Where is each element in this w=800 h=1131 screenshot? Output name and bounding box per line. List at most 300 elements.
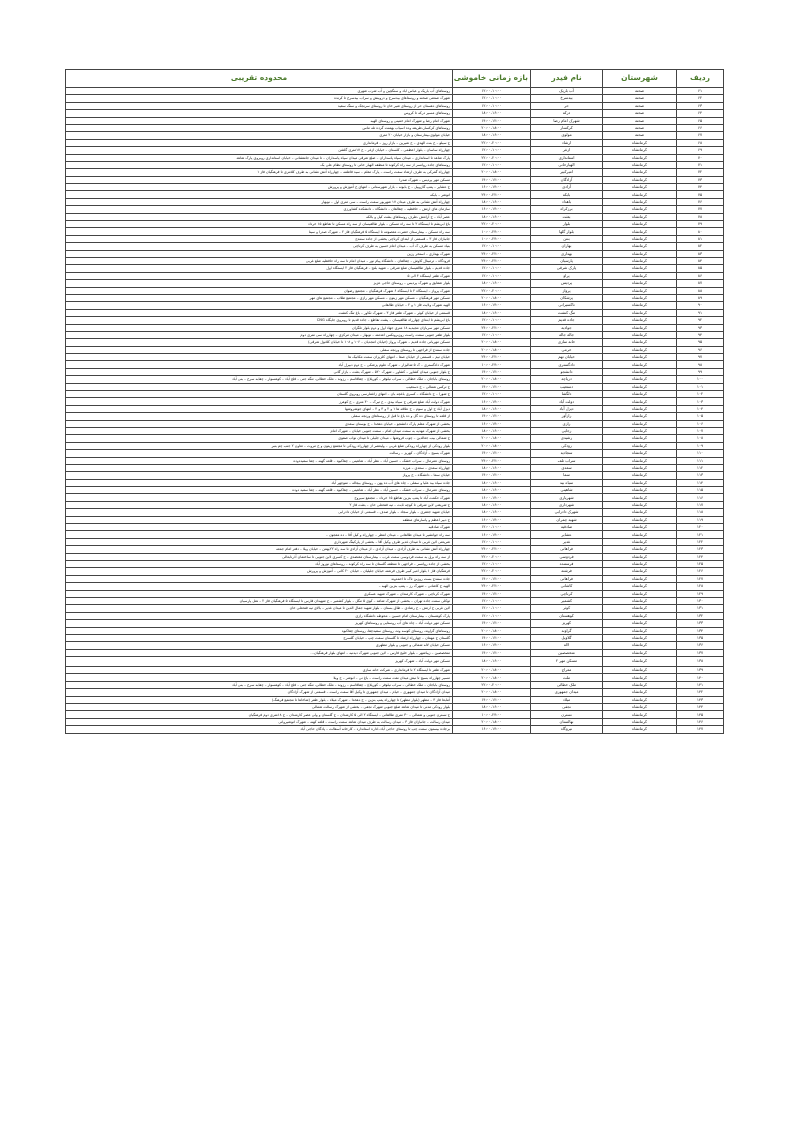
area-cell: مسکن مهر سربازان مجیدیه ۱۸ متری جهاد اول و دوم بلوار تلگران [66,324,453,331]
city-cell: کرمانشاه [603,501,677,508]
city-cell: کرمانشاه [603,612,677,619]
period-cell: ۱۸:۰۰-۱۶:۰۰ [453,309,531,316]
city-cell: کرمانشاه [603,427,677,434]
area-cell: خ نسترن جنوبی و شمالی – ۳۰ متری طالقانی – ایستگاه ۲ الی ۵ کارمندان – خ گلستان و ولی عصر کارمندان – خ ۱۸متری دوم فرهنگیان [66,711,453,718]
period-cell: ۱۲:۰۰-۱۰:۰۰ [453,331,531,338]
city-cell: کرمانشاه [603,265,677,272]
table-row [66,457,724,464]
feeder-cell: دریاچه [531,376,603,383]
city-cell: کرمانشاه [603,176,677,183]
area-cell: سه راه جوانشیر تا میدان طالقانی – میدان انتظر – چهارراه و کیل آقا – ده معجون – [66,531,453,538]
period-cell: ۱۶:۰۰-۱۴:۰۰ [453,516,531,523]
area-cell: خ عشایر – پمپ گازوییل – خ بابونه – بازار شهرستانی – انتهای خ آموزش و پرورش [66,184,453,191]
area-cell: بخشی از جاده روانسر – فراجهی تا منطقه گلستان تا سه راه کرکوند – روستاهای نوروز آباد [66,561,453,568]
row-number-cell: ۱۰۵ [677,413,724,420]
table-row [66,590,724,597]
area-cell: بخشی از شهرک معلم پارک دانشجو – خیابان دهخدا – خ بوستان سعدی [66,420,453,427]
city-cell: کرمانشاه [603,516,677,523]
row-number-cell: ۹۷ [677,354,724,361]
row-number-cell: ۹۲ [677,317,724,324]
feeder-cell: بابکه [531,191,603,198]
area-cell: متخصصین – زیباشهر – بلوار خلیج فارس – لاین جنوبی شهرک دیدنیه – انتهای بلوار فرهنگیان… [66,649,453,656]
city-cell: کرمانشاه [603,674,677,681]
table-row [66,132,724,139]
table-row [66,213,724,220]
period-cell: ۱۸:۰۰-۱۶:۰۰ [453,198,531,205]
city-cell: صحنه [603,88,677,95]
feeder-cell: پرواز [531,287,603,294]
row-number-cell: ۶۸ [677,139,724,146]
table-row [66,287,724,294]
row-number-cell: ۷۸ [677,213,724,220]
row-number-cell: ۹۸ [677,361,724,368]
city-cell: کرمانشاه [603,213,677,220]
row-number-cell: ۱۱۱ [677,457,724,464]
feeder-cell: ارشاد [531,139,603,146]
feeder-cell: امیرکبیر [531,169,603,176]
row-number-cell: ۱۳۱ [677,605,724,612]
city-cell: کرمانشاه [603,487,677,494]
city-cell: کرمانشاه [603,420,677,427]
row-number-cell: ۱۰۰ [677,376,724,383]
feeder-cell: شهرک دادرابی [531,509,603,516]
row-number-cell: ۱۴۵ [677,711,724,718]
feeder-cell: جوادیه [531,324,603,331]
row-number-cell: ۱۱۷ [677,501,724,508]
city-cell: کرمانشاه [603,272,677,279]
table-row [66,154,724,161]
period-cell: ۲۲:۰۰-۲۰:۰۰ [453,221,531,228]
row-number-cell: ۱۳۳ [677,620,724,627]
feeder-cell: برزکراه [531,206,603,213]
area-cell: روستاهای دهستان حر از روستای شیر خان تا روستای سرنجک و سنگ سفید [66,102,453,109]
city-cell: کرمانشاه [603,546,677,553]
period-cell: ۱۶:۰۰-۱۴:۰۰ [453,302,531,309]
city-cell: کرمانشاه [603,472,677,479]
feeder-cell: ازغر [531,147,603,154]
row-number-cell: ۱۳۵ [677,634,724,641]
city-cell: کرمانشاه [603,689,677,696]
table-row [66,294,724,301]
area-cell: لاین غربی خ ارتش – خ رشادی – طاق بستان – بلوار شهید جمال الدین تا میدان غدیر – بالای تیه فتحعلی خان [66,605,453,612]
area-cell: فرهنگیان فاز ۱ بلوار امیر کبیر طرف فرشته خیابان جلیلیان – خیابان ۲۰ کانی – آموزش و پرورش [66,568,453,575]
city-cell: کرمانشاه [603,331,677,338]
city-cell: کرمانشاه [603,620,677,627]
period-cell: ۱۲:۰۰-۱۰:۰۰ [453,147,531,154]
period-cell: ۱۸:۰۰-۱۶:۰۰ [453,280,531,287]
table-row [66,124,724,131]
feeder-cell: ملت [531,674,603,681]
table-row [66,711,724,718]
row-number-cell: ۷۴ [677,184,724,191]
feeder-cell: نجفی [531,704,603,711]
period-cell: ۲۴:۰۰-۲۲:۰۰ [453,583,531,590]
row-number-cell: ۸۱ [677,235,724,242]
area-cell: مسکن مهر دولت آباد – چاه های آب روستایی و روستاهای کهریز [66,620,453,627]
city-cell: کرمانشاه [603,324,677,331]
feeder-cell: کاشانی [531,583,603,590]
period-cell: ۲۰:۰۰-۱۸:۰۰ [453,124,531,131]
table-row [66,354,724,361]
city-cell: کرمانشاه [603,368,677,375]
city-cell: کرمانشاه [603,726,677,733]
period-cell: ۱۸:۰۰-۱۶:۰۰ [453,487,531,494]
area-cell: روستای باباجان – ملک خطائی – سراب نیلوفر – کوریلاغ – چقاقاسم – رزوند – ملک خطائی، تنگه جنی – فلح آباد – کوهسوار – چقابه سرخ – بنی آباد [66,376,453,383]
city-cell: صحنه [603,124,677,131]
row-number-cell: ۸۳ [677,250,724,257]
row-number-cell: ۱۲۸ [677,583,724,590]
period-cell: ۱۴:۰۰-۱۲:۰۰ [453,696,531,703]
city-cell: کرمانشاه [603,667,677,674]
period-cell: ۱۸:۰۰-۱۶:۰۰ [453,479,531,486]
table-row [66,331,724,338]
period-cell: ۱۴:۰۰-۱۲:۰۰ [453,575,531,582]
row-number-cell: ۶۷ [677,132,724,139]
table-row [66,169,724,176]
row-number-cell: ۱۰۴ [677,405,724,412]
area-cell: مسکن مهر فرهنگیان – مسکن مهر زیتون – مسکن مهر رازی – مجتمع طلاب – مجتمع های مهر [66,294,453,301]
area-cell: بلوار شقایق و شهرک پردیس – روستای حاجی عزیز [66,280,453,287]
area-cell: شریعتی لاین غربی تا میدان غدیر طرف وکیل آقا – بخشی از پارکینگ شهرداری [66,538,453,545]
row-number-cell: ۱۳۶ [677,642,724,649]
row-number-cell: ۱۲۹ [677,590,724,597]
city-cell: کرمانشاه [603,139,677,146]
feeder-cell: تاکسیرانی [531,302,603,309]
header-feeder: نام فیدر [531,70,603,88]
feeder-cell: بلوار گلها [531,228,603,235]
row-number-cell: ۱۲۰ [677,524,724,531]
table-row [66,487,724,494]
outage-schedule-sheet [65,69,723,734]
table-row [66,302,724,309]
area-cell: چهارراه آتش نشانی به طرف میدان ۱۷ شهریور سمت راست – سی متری اول – نوبهار [66,198,453,205]
area-cell: شهرک دولت آباد ضلع شرقی خ سیاه بیدی – خ تیرک – ۳۰ متری – خ کوهرز [66,398,453,405]
table-row [66,689,724,696]
feeder-cell: سعدی [531,464,603,471]
city-cell: کرمانشاه [603,561,677,568]
row-number-cell: ۸۸ [677,287,724,294]
row-number-cell: ۷۳ [677,176,724,183]
table-row [66,184,724,191]
area-cell: روستای عمرمال – سراب خشک – حسین آباد – نظر آباد – شاهینی – چقاکبود – قلعه گهنه – چقا سفید دوده [66,487,453,494]
table-row [66,147,724,154]
feeder-cell: غدیر [531,538,603,545]
table-row [66,309,724,316]
area-cell: بخشی از شهرک مهدیه به سمت میدان امام – سمت جنوبی خیابان – شهرک امام [66,427,453,434]
row-number-cell: ۷۰ [677,154,724,161]
feeder-cell: گراوند [531,627,603,634]
area-cell: مسکن مهر دولت آباد – شهرک کهریز [66,657,453,667]
city-cell: کرمانشاه [603,657,677,667]
area-cell: شهرک بهداری – استخر رزین [66,250,453,257]
period-cell: ۲۴:۰۰-۲۲:۰۰ [453,257,531,264]
row-number-cell: ۹۴ [677,331,724,338]
city-cell: کرمانشاه [603,597,677,604]
table-row [66,280,724,287]
area-cell: سازمان های ارتش – حافظیه – چقالقان – دانشگاه – دانشکده کشاورزی [66,206,453,213]
period-cell: ۱۸:۰۰-۱۶:۰۰ [453,509,531,516]
city-cell: کرمانشاه [603,346,677,353]
period-cell: ۲۲:۰۰-۲۰:۰۰ [453,681,531,688]
row-number-cell: ۱۰۶ [677,420,724,427]
feeder-cell: بهاران [531,243,603,250]
city-cell: کرمانشاه [603,398,677,405]
table-row [66,442,724,449]
row-number-cell: ۶۶ [677,124,724,131]
area-cell: از قلعه تا روستای ده گل و ده باغ تا قبل از روستاهای ورنجه سفلی [66,413,453,420]
feeder-cell: کوهستان [531,612,603,619]
area-cell: توکلی سمت جاده تهران – بخشی از شهرک شاهد – کوی ۵ مگل – بلوار کشمیر – خ شهیدان فارس تا ایستگاه ۵ فرهنگیان فاز ۲ – هتل پارسیان [66,597,453,604]
area-cell: انوشر – بابکه [66,191,453,198]
table-row [66,657,724,667]
table-row [66,538,724,545]
header-period: بازه زمانی خاموشی [453,70,531,88]
row-number-cell: ۱۴۰ [677,674,724,681]
city-cell: کرمانشاه [603,361,677,368]
city-cell: کرمانشاه [603,553,677,560]
period-cell: ۲۰:۰۰-۱۸:۰۰ [453,376,531,383]
feeder-cell: بیدسرخ [531,95,603,102]
feeder-cell: حر [531,102,603,109]
row-number-cell: ۹۶ [677,346,724,353]
city-cell: کرمانشاه [603,627,677,634]
period-cell: ۱۴:۰۰-۱۲:۰۰ [453,590,531,597]
table-row [66,667,724,674]
city-cell: کرمانشاه [603,287,677,294]
row-number-cell: ۱۲۶ [677,568,724,575]
feeder-cell: سیاه بید [531,479,603,486]
row-number-cell: ۱۱۳ [677,472,724,479]
area-cell: مسیر چهارراه بسیج تا نبش میدان نفت سمت راست – باغ نی – انوشر – خ ویلا [66,674,453,681]
period-cell: ۱۲:۰۰-۱۰:۰۰ [453,561,531,568]
row-number-cell: ۶۲ [677,95,724,102]
row-number-cell: ۱۰۷ [677,427,724,434]
city-cell: کرمانشاه [603,605,677,612]
table-row [66,509,724,516]
feeder-cell: شهرداری [531,501,603,508]
area-cell: مسکن مهربانی جاده قدیم – شهرک پرواز (خیابان امجدیان – ۱۰۶ و ۱۰۸ تا خیابان کلانول شرقی) [66,339,453,346]
row-number-cell: ۷۱ [677,161,724,168]
row-number-cell: ۸۷ [677,280,724,287]
city-cell: کرمانشاه [603,198,677,205]
table-row [66,501,724,508]
period-cell: ۱۲:۰۰-۱۰:۰۰ [453,265,531,272]
area-cell: الهیه خ کاشانی – شهرک رز – پمپ بنزین الهیه – [66,583,453,590]
table-row [66,206,724,213]
city-cell: کرمانشاه [603,464,677,471]
header-area: محدوده تقریبی [66,70,453,88]
area-cell: چهارراه ساسان – بلوار اعظمی – کلستان – خیابان ازغر – خ ۱۷متری گلشن [66,147,453,154]
table-row [66,243,724,250]
table-row [66,472,724,479]
feeder-cell: دستغیب [531,383,603,390]
area-cell: باغ ابریشم تا ایستگاه ۲ تا سه راه مسکن – بلوار طالقیسان از سه راه مسکن تا تقاطع ۱۵ خرداد [66,221,453,228]
header-city: شهرستان [603,70,677,88]
feeder-cell: باهداد [531,198,603,205]
row-number-cell: ۱۳۹ [677,667,724,674]
city-cell: صحنه [603,110,677,117]
header-row-number: ردیف [677,70,724,88]
area-cell: روستاهای مسیر درکه تا کروس [66,110,453,117]
period-cell: ۱۲:۰۰-۱۰:۰۰ [453,538,531,545]
table-row [66,339,724,346]
table-row [66,681,724,688]
area-cell: خ شریعتی لاین شرقی تا کوچه ثابت – تیه فتحعلی خان – بعثت فاز ۲ [66,501,453,508]
row-number-cell: ۸۹ [677,294,724,301]
area-cell: بلوار رودکی مدنی تا میدان شاهد ضلع جنوبی شهرک نجفی – بخشی از شهرک رسالت شمالی [66,704,453,711]
table-row [66,176,724,183]
feeder-cell: صادقیه [531,524,603,531]
row-number-cell: ۱۰۳ [677,398,724,405]
feeder-cell: فراهانی [531,575,603,582]
row-number-cell: ۹۳ [677,324,724,331]
row-number-cell: ۶۴ [677,110,724,117]
area-cell: بنیاد مسکن به طرف ک آب – میدان امام حسین به طرف کرناچی [66,243,453,250]
feeder-cell: کرناچی [531,590,603,597]
area-cell: بلوار رودکی از چهارراه رودکی ضلع غربی – ولیعصر از چهارراه رودکی تا مجتمع زیتون و خ مروت – تعاون ۲ جنب چم بتبر [66,442,453,449]
row-number-cell: ۹۱ [677,309,724,316]
period-cell: ۲۰:۰۰-۱۸:۰۰ [453,689,531,696]
feeder-cell: فردوسی [531,553,603,560]
table-row [66,561,724,568]
feeder-cell: رشیدی [531,435,603,442]
row-number-cell: ۱۴۳ [677,696,724,703]
table-row [66,383,724,390]
city-cell: کرمانشاه [603,294,677,301]
row-number-cell: ۱۲۲ [677,538,724,545]
city-cell: کرمانشاه [603,376,677,383]
table-row [66,117,724,124]
row-number-cell: ۹۰ [677,302,724,309]
row-number-cell: ۱۴۷ [677,726,724,733]
area-cell: شهرک صادقیه [66,524,453,531]
feeder-cell: استانداری [531,154,603,161]
feeder-cell: آزادگان [531,176,603,183]
feeder-cell: دیزل آباد [531,405,603,412]
feeder-cell: سما [531,472,603,479]
table-row [66,546,724,553]
area-cell: جاده سنندج بست روزبن تاک تا احمدوند [66,575,453,582]
area-cell: برجاده بیستون سمت چپ تا روستای حاجی آباد–اداره استاندارد – کارخانه آسفالت – پادگان حاجی آباد [66,726,453,733]
period-cell: ۲۲:۰۰-۲۰:۰۰ [453,287,531,294]
row-number-cell: ۷۲ [677,169,724,176]
period-cell: ۱۲:۰۰-۱۰:۰۰ [453,161,531,168]
table-row [66,368,724,375]
row-number-cell: ۶۹ [677,147,724,154]
table-row [66,704,724,711]
area-cell: شهرک بسیج – آزادگان – کهریز – رسالت [66,450,453,457]
period-cell: ۱۴:۰۰-۱۲:۰۰ [453,413,531,420]
period-cell: ۱۶:۰۰-۱۴:۰۰ [453,726,531,733]
row-number-cell: ۸۴ [677,257,724,264]
period-cell: ۱۴:۰۰-۱۲:۰۰ [453,620,531,627]
city-cell: کرمانشاه [603,642,677,649]
feeder-cell: نیروگاه [531,726,603,733]
row-number-cell: ۹۹ [677,368,724,375]
period-cell: ۱۲:۰۰-۱۰:۰۰ [453,524,531,531]
feeder-cell: آب باریک [531,88,603,95]
area-cell: چهارراه گمرکی به طرف ارشاد سمت راست – پارک معلم – سید فاطمه – چهارراه آتش نشانی به طرف کلانتری تا فرهنگیان فاز ۱ [66,169,453,176]
row-number-cell: ۱۲۵ [677,561,724,568]
area-cell: خیابان سما – دانشگاه – خ پرواز [66,472,453,479]
area-cell: میدان آزادگان تا میدان جمهوری – خیام – میدان جمهوری تا وکیل آقا سمت راست – قسمتی از شهرک آزادگان [66,689,453,696]
city-cell: کرمانشاه [603,568,677,575]
row-number-cell: ۱۳۷ [677,649,724,656]
row-number-cell: ۷۵ [677,191,724,198]
row-number-cell: ۱۴۲ [677,689,724,696]
period-cell: ۱۶:۰۰-۱۴:۰۰ [453,206,531,213]
period-cell: ۲۰:۰۰-۱۸:۰۰ [453,339,531,346]
row-number-cell: ۸۶ [677,272,724,279]
period-cell: ۱۲:۰۰-۱۰:۰۰ [453,243,531,250]
city-cell: کرمانشاه [603,235,677,242]
feeder-cell: پارک شرقی [531,265,603,272]
city-cell: کرمانشاه [603,704,677,711]
city-cell: کرمانشاه [603,309,677,316]
city-cell: کرمانشاه [603,649,677,656]
area-cell: سه راه مسکن – بیمارستان حضرت معصومه تا ایستگاه ۵ فرهنگیان فاز ۲ – شهرک صدرا و سینا [66,228,453,235]
feeder-cell: فرشته [531,568,603,575]
feeder-cell: بنتن [531,235,603,242]
feeder-cell: خرمی [531,346,603,353]
row-number-cell: ۱۲۱ [677,531,724,538]
city-cell: کرمانشاه [603,531,677,538]
row-number-cell: ۱۴۴ [677,704,724,711]
feeder-cell: بهداری [531,250,603,257]
period-cell: ۲۰:۰۰-۱۸:۰۰ [453,674,531,681]
row-number-cell: ۹۵ [677,339,724,346]
feeder-cell: میلاد [531,696,603,703]
feeder-cell: پردیس [531,280,603,287]
row-number-cell: ۱۱۹ [677,516,724,523]
period-cell: ۲۴:۰۰-۲۲:۰۰ [453,191,531,198]
period-cell: ۱۴:۰۰-۱۲:۰۰ [453,368,531,375]
feeder-cell: متخصصین [531,649,603,656]
table-row [66,420,724,427]
area-cell: چهارراه سعدی – سعدی – مرزه [66,464,453,471]
area-cell: خ دبیر اعظم و پاسارهای منطقه [66,516,453,523]
area-cell: شهرک صنعتی صحنه و روستاهای بیدسرخ و دروینش و سراب بیدسرخ تا کرنده [66,95,453,102]
table-row [66,435,724,442]
city-cell: کرمانشاه [603,228,677,235]
feeder-cell: خیابان تهم [531,354,603,361]
table-row [66,235,724,242]
table-row [66,398,724,405]
feeder-cell: رودکی [531,442,603,449]
city-cell: صحنه [603,95,677,102]
period-cell: ۱۲:۰۰-۱۰:۰۰ [453,102,531,109]
city-cell: کرمانشاه [603,435,677,442]
city-cell: کرمانشاه [603,450,677,457]
table-row [66,391,724,398]
feeder-cell: خانه سازی [531,339,603,346]
row-number-cell: ۱۲۴ [677,553,724,560]
row-number-cell: ۱۴۱ [677,681,724,688]
period-cell: ۲۴:۰۰-۲۲:۰۰ [453,250,531,257]
table-row [66,95,724,102]
area-cell: از سه راه برق به سمت فردوسی سمت غرب – بیمارستان معتضدی – خ کسری لاین جنوبی تا ساختمان آذرنابعالی [66,553,453,560]
table-row [66,696,724,703]
city-cell: کرمانشاه [603,457,677,464]
period-cell: ۱۴:۰۰-۱۲:۰۰ [453,117,531,124]
table-row [66,718,724,725]
feeder-cell: رازی [531,420,603,427]
period-cell: ۱۰:۰۰-۲۴:۰۰ [453,235,531,242]
city-cell: کرمانشاه [603,583,677,590]
outage-table [65,69,724,734]
period-cell: ۱۴:۰۰-۱۲:۰۰ [453,450,531,457]
table-row [66,317,724,324]
